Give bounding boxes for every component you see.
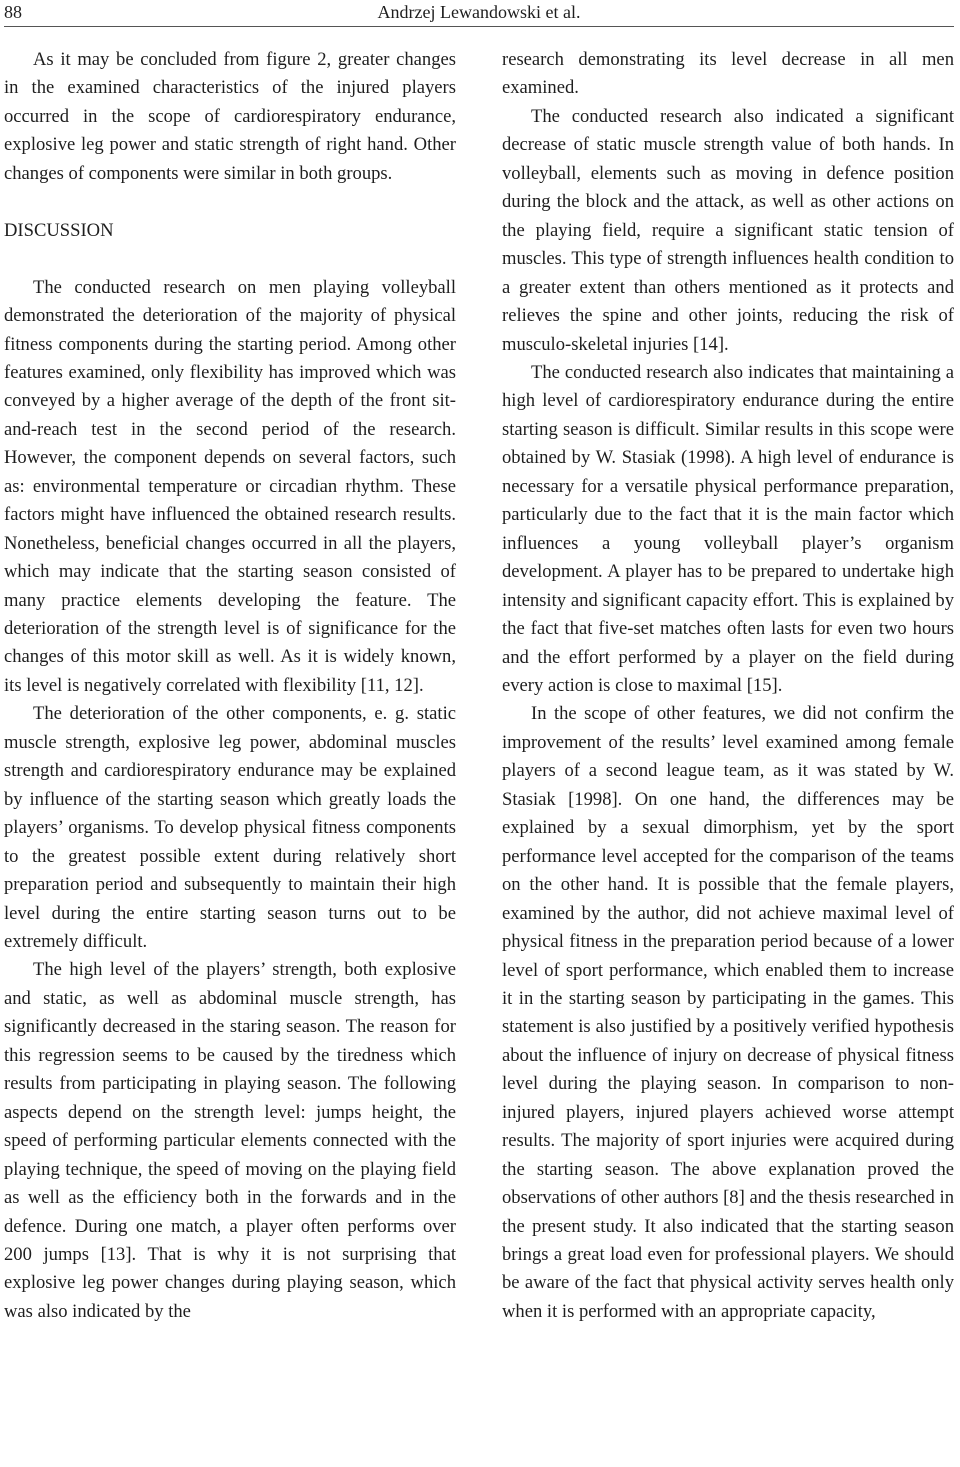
paragraph-static-strength: The conducted research also indicated a significant decrease of static muscle strength value of both hands. In volleyball, elements such as moving in defence position during the block and the attack, as well as other actions on the playing field, require a significant static tension of muscles. This type of strength influences health condition to a greater extent than others mentioned as it protects and relieves the spine and other joints, reducing the risk of musculo-skeletal injuries [14]. (502, 105, 954, 355)
section-heading-discussion: DISCUSSION (4, 219, 114, 241)
paragraph-continuation: research demonstrating its level decrease in all men examined. (502, 49, 954, 99)
left-column (4, 46, 456, 1326)
running-title: Andrzej Lewandowski et al. (377, 2, 581, 22)
right-column (502, 46, 954, 1326)
spacer (4, 188, 456, 216)
paragraph-discussion-flexibility: The conducted research on men playing volleyball demonstrated the deterioration of the majority of physical fitness components during the starting period. Among other features examined, only flexibility has improved which was conveyed by a higher average of the depth of the front sit-and-reach test in the second period of the research. However, the component depends on several factors, such as: environmental temperature or circadian rhythm. These factors might have influenced the obtained research results. Nonetheless, beneficial changes occurred in all the players, which may indicate that the starting season consisted of many practice elements developing the feature. The deterioration of the strength level is of significance for the changes of this motor skill as well. As it is widely known, its level is negatively correlated with flexibility [11, 12]. (4, 276, 456, 696)
page-number: 88 (4, 2, 22, 22)
paragraph-results-summary: As it may be concluded from figure 2, greater changes in the examined characteristics of the injured players occurred in the scope of cardiorespiratory endurance, explosive leg power and static strength of right hand. Other changes of components were similar in both groups. (4, 49, 456, 184)
running-header (4, 0, 954, 27)
paragraph-endurance: The conducted research also indicates that maintaining a high level of cardiorespiratory endurance during the entire starting season is difficult. Similar results in this scope were obtained by W. Stasiak (1998). A high level of endurance is necessary for a versatile physical performance preparation, particularly due to the fact that it is the main factor which influences a young volleyball player’s organism development. A player has to be prepared to undertake high intensity and significant capacity effort. This is explained by the fact that five-set matches often lasts for even two hours and the effort performed by a player on the field during every action is close to maximal [15]. (502, 361, 954, 696)
paragraph-discussion-deterioration: The deterioration of the other components, e. g. static muscle strength, explosive leg power, abdominal muscles strength and cardiorespiratory endurance may be explained by influence of the starting season which greatly loads the players’ organisms. To develop physical fitness components to the greatest possible extent during relatively short preparation period and subsequently to maintain their high level during the entire starting season turns out to be extremely difficult. (4, 703, 456, 953)
paragraph-other-features: In the scope of other features, we did not confirm the improvement of the results’ level examined among female players of a second league team, as it was stated by W. Stasiak [1998]. On one hand, the differences may be explained by a sexual dimorphism, yet by the sport performance level accepted for the comparison of the teams on the other hand. It is possible that the female players, examined by the author, did not achieve maximal level of physical fitness in the preparation period because of a lower level of sport performance, which enabled them to increase it in the starting season by participating in the games. This statement is also justified by a positively verified hypothesis about the influence of injury on decrease of physical fitness level during the playing season. In comparison to non-injured players, injured players achieved worse attempt results. The majority of sport injuries were acquired during the starting season. The above explanation proved the observations of other authors [8] and the thesis researched in the present study. It also indicated that the starting season brings a great load even for professional players. We should be aware of the fact that physical activity serves health only when it is performed with an appropriate capacity, (502, 703, 954, 1322)
spacer (4, 245, 456, 273)
paragraph-discussion-strength: The high level of the players’ strength, both explosive and static, as well as abdominal muscle strength, has significantly decreased in the staring season. The reason for this regression seems to be caused by the tiredness which results from participating in playing season. The following aspects depend on the strength level: jumps height, the speed of performing particular elements connected with the playing technique, the speed of moving on the playing field as well as the efficiency both in the forwards and in the defence. During one match, a player often performs over 200 jumps [13]. That is why it is not surprising that explosive leg power changes during playing season, which was also indicated by the (4, 959, 456, 1322)
